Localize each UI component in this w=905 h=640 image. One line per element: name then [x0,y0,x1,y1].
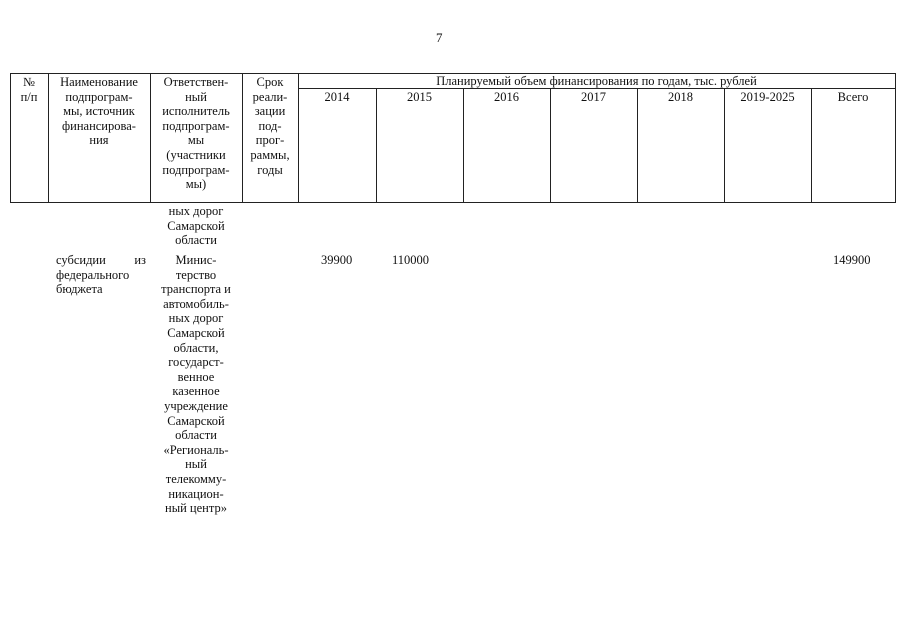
row-executor-line: области [175,428,217,443]
header-term-line: Срок [256,75,284,89]
header-responsible-executor [150,75,242,192]
row-executor-line: автомобиль- [163,296,229,311]
header-name-line: подпрограм- [65,89,133,104]
header-total: Всего [837,90,869,104]
header-year-2014: 2014 [324,90,350,104]
header-executor-line: подпрограм- [162,162,230,177]
continuation-line: ных дорог [168,204,224,218]
header-executor-line: мы) [185,177,207,192]
header-year-2016: 2016 [494,90,519,104]
row-executor [150,253,242,516]
header-term-line: раммы, [250,147,290,162]
row-executor-line: венное [177,369,215,384]
header-executor-line: исполнитель [162,104,230,119]
value-2015: 110000 [392,253,430,267]
header-number [10,75,48,104]
page-number: 7 [436,30,443,45]
row-executor-line: телекомму- [165,471,227,486]
header-implementation-term [242,75,298,177]
header-year-2019-2025: 2019-2025 [740,90,795,104]
row-executor-line: «Региональ- [163,442,229,457]
row-executor-line: ный центр» [165,501,227,516]
header-executor-line: Ответствен- [163,75,229,89]
header-year-2017: 2017 [581,90,606,104]
header-name-line: финансирова- [62,118,136,133]
header-executor-line: мы [187,133,205,148]
header-term-line: зации [254,104,286,119]
value-total: 149900 [833,253,871,267]
header-number-line: № [23,75,35,89]
header-financing-title: Планируемый объем финансирования по годам, тыс. рублей [436,74,757,88]
header-name-line: мы, источник [63,104,135,119]
header-name-line: Наименование [60,75,138,89]
header-executor-line: подпрограм- [162,118,230,133]
row-executor-line: учреждение [164,398,228,413]
header-term-line: годы [257,162,283,177]
row-executor-line: Самарской [167,325,225,340]
executor-continuation [150,204,242,248]
row-executor-line: Самарской [167,413,225,428]
row-executor-line: казенное [172,384,220,399]
row-executor-line: терство [175,267,217,282]
header-term-line: под- [258,118,282,133]
header-executor-line: (участники [166,147,226,162]
continuation-line: Самарской [167,218,225,233]
row-executor-line: никацион- [168,486,224,501]
header-term-line: реали- [252,89,288,104]
funding-source-line: бюджета [56,282,103,297]
header-year-2018: 2018 [668,90,693,104]
row-executor-line: транспорта и [161,282,231,297]
row-executor-line: ных дорог [168,311,224,326]
continuation-line: области [175,233,217,248]
header-term-line: прог- [255,133,285,148]
funding-source [56,253,146,297]
header-name-line: ния [89,133,109,148]
funding-source-line: субсидии из [56,253,146,267]
header-subprogram-name [48,75,150,148]
value-2014: 39900 [321,253,353,267]
header-number-line: п/п [20,89,38,104]
header-executor-line: ный [185,89,207,104]
header-year-2015: 2015 [407,90,432,104]
row-executor-line: Минис- [175,253,217,267]
funding-source-line: федерального [56,267,130,282]
row-executor-line: государст- [168,355,224,370]
row-executor-line: ный [185,457,207,472]
row-executor-line: области, [173,340,219,355]
